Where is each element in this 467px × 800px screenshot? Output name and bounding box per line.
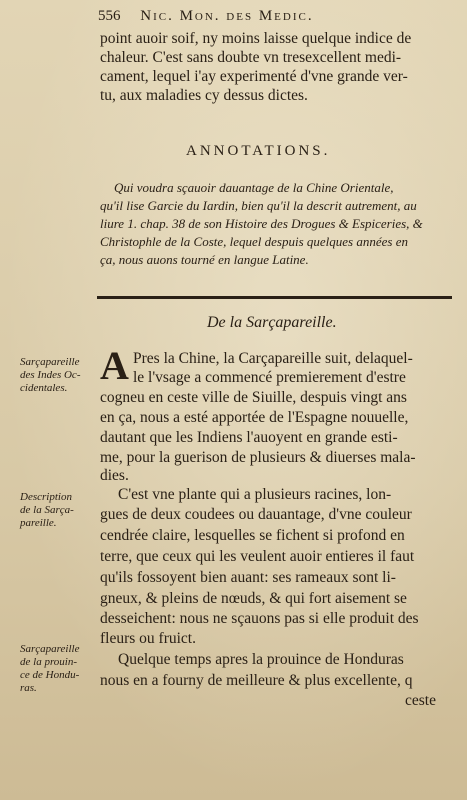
running-header xyxy=(98,8,314,25)
body-line: gneux, & pleins de nœuds, & qui fort aisement se xyxy=(100,590,407,607)
body-line: qu'ils fossoyent bien auant: ses rameaux sont li- xyxy=(100,569,396,586)
section-title: De la Sarçapareille. xyxy=(207,314,337,331)
margin-note-line: ras. xyxy=(20,682,37,694)
body-line: terre, que ceux qui les veulent auoir entieres il faut xyxy=(100,548,415,565)
body-line: me, pour la guerison de plusieurs & diuerses mala- xyxy=(100,449,416,466)
body-line: en ça, nous a esté apportée de l'Espagne nouuelle, xyxy=(100,409,409,426)
intro-line: point auoir soif, ny moins laisse quelque indice de xyxy=(100,30,412,47)
margin-note xyxy=(20,356,80,395)
drop-cap: A xyxy=(100,343,129,388)
section-divider xyxy=(97,296,452,299)
page-number: 556 xyxy=(98,8,121,24)
body-line: cogneu en ceste ville de Siuille, despuis vingt ans xyxy=(100,389,407,406)
margin-note-line: cidentales. xyxy=(20,382,68,394)
annotation-line: ça, nous auons tourné en langue Latine. xyxy=(100,252,309,267)
body-line: fleurs ou fruict. xyxy=(100,630,196,647)
margin-note-line: pareille. xyxy=(20,517,57,529)
annotation-line: liure 1. chap. 38 de son Histoire des Drogues & Espiceries, & xyxy=(100,216,423,231)
body-line: nous en a fourny de meilleure & plus excellente, q xyxy=(100,672,413,689)
margin-note-line: Sarçapareille xyxy=(20,356,80,368)
margin-note xyxy=(20,491,74,530)
intro-line: cament, lequel i'ay experimenté d'vne grande ver- xyxy=(100,68,408,85)
body-line: dautant que les Indiens l'auoyent en grande esti- xyxy=(100,429,398,446)
body-line: cendrée claire, lesquelles se fichent si profond en xyxy=(100,527,405,544)
annotation-line: Christophle de la Coste, lequel despuis quelques années en xyxy=(100,234,408,249)
intro-line: chaleur. C'est sans doubte vn tresexcellent medi- xyxy=(100,49,402,66)
annotations-heading: ANNOTATIONS. xyxy=(186,143,331,159)
body-line: desseichent: nous ne sçauons pas si elle produit des xyxy=(100,610,419,627)
margin-note xyxy=(20,643,79,695)
margin-note-line: des Indes Oc- xyxy=(20,369,81,381)
annotation-line: qu'il lise Garcie du Iardin, bien qu'il la descrit autrement, au xyxy=(100,198,417,213)
body-line: le l'vsage a commencé premierement d'estre xyxy=(133,369,406,386)
body-line: C'est vne plante qui a plusieurs racines, lon- xyxy=(118,486,392,503)
margin-note-line: Sarçapareille xyxy=(20,643,80,655)
body-line: ceste xyxy=(405,692,436,709)
body-line: gues de deux coudees ou dauantage, d'vne couleur xyxy=(100,506,412,523)
body-line: Quelque temps apres la prouince de Honduras xyxy=(118,651,404,668)
margin-note-line: Description xyxy=(20,491,72,503)
body-line: dies. xyxy=(100,467,129,484)
body-line: Pres la Chine, la Carçapareille suit, delaquel- xyxy=(133,350,413,367)
intro-line: tu, aux maladies cy dessus dictes. xyxy=(100,87,308,104)
annotation-line: Qui voudra sçauoir dauantage de la Chine Orientale, xyxy=(114,180,394,195)
running-title: Nic. Mon. des Medic. xyxy=(140,8,314,24)
margin-note-line: de la Sarça- xyxy=(20,504,74,516)
margin-note-line: ce de Hondu- xyxy=(20,669,80,681)
margin-note-line: de la prouin- xyxy=(20,656,78,668)
